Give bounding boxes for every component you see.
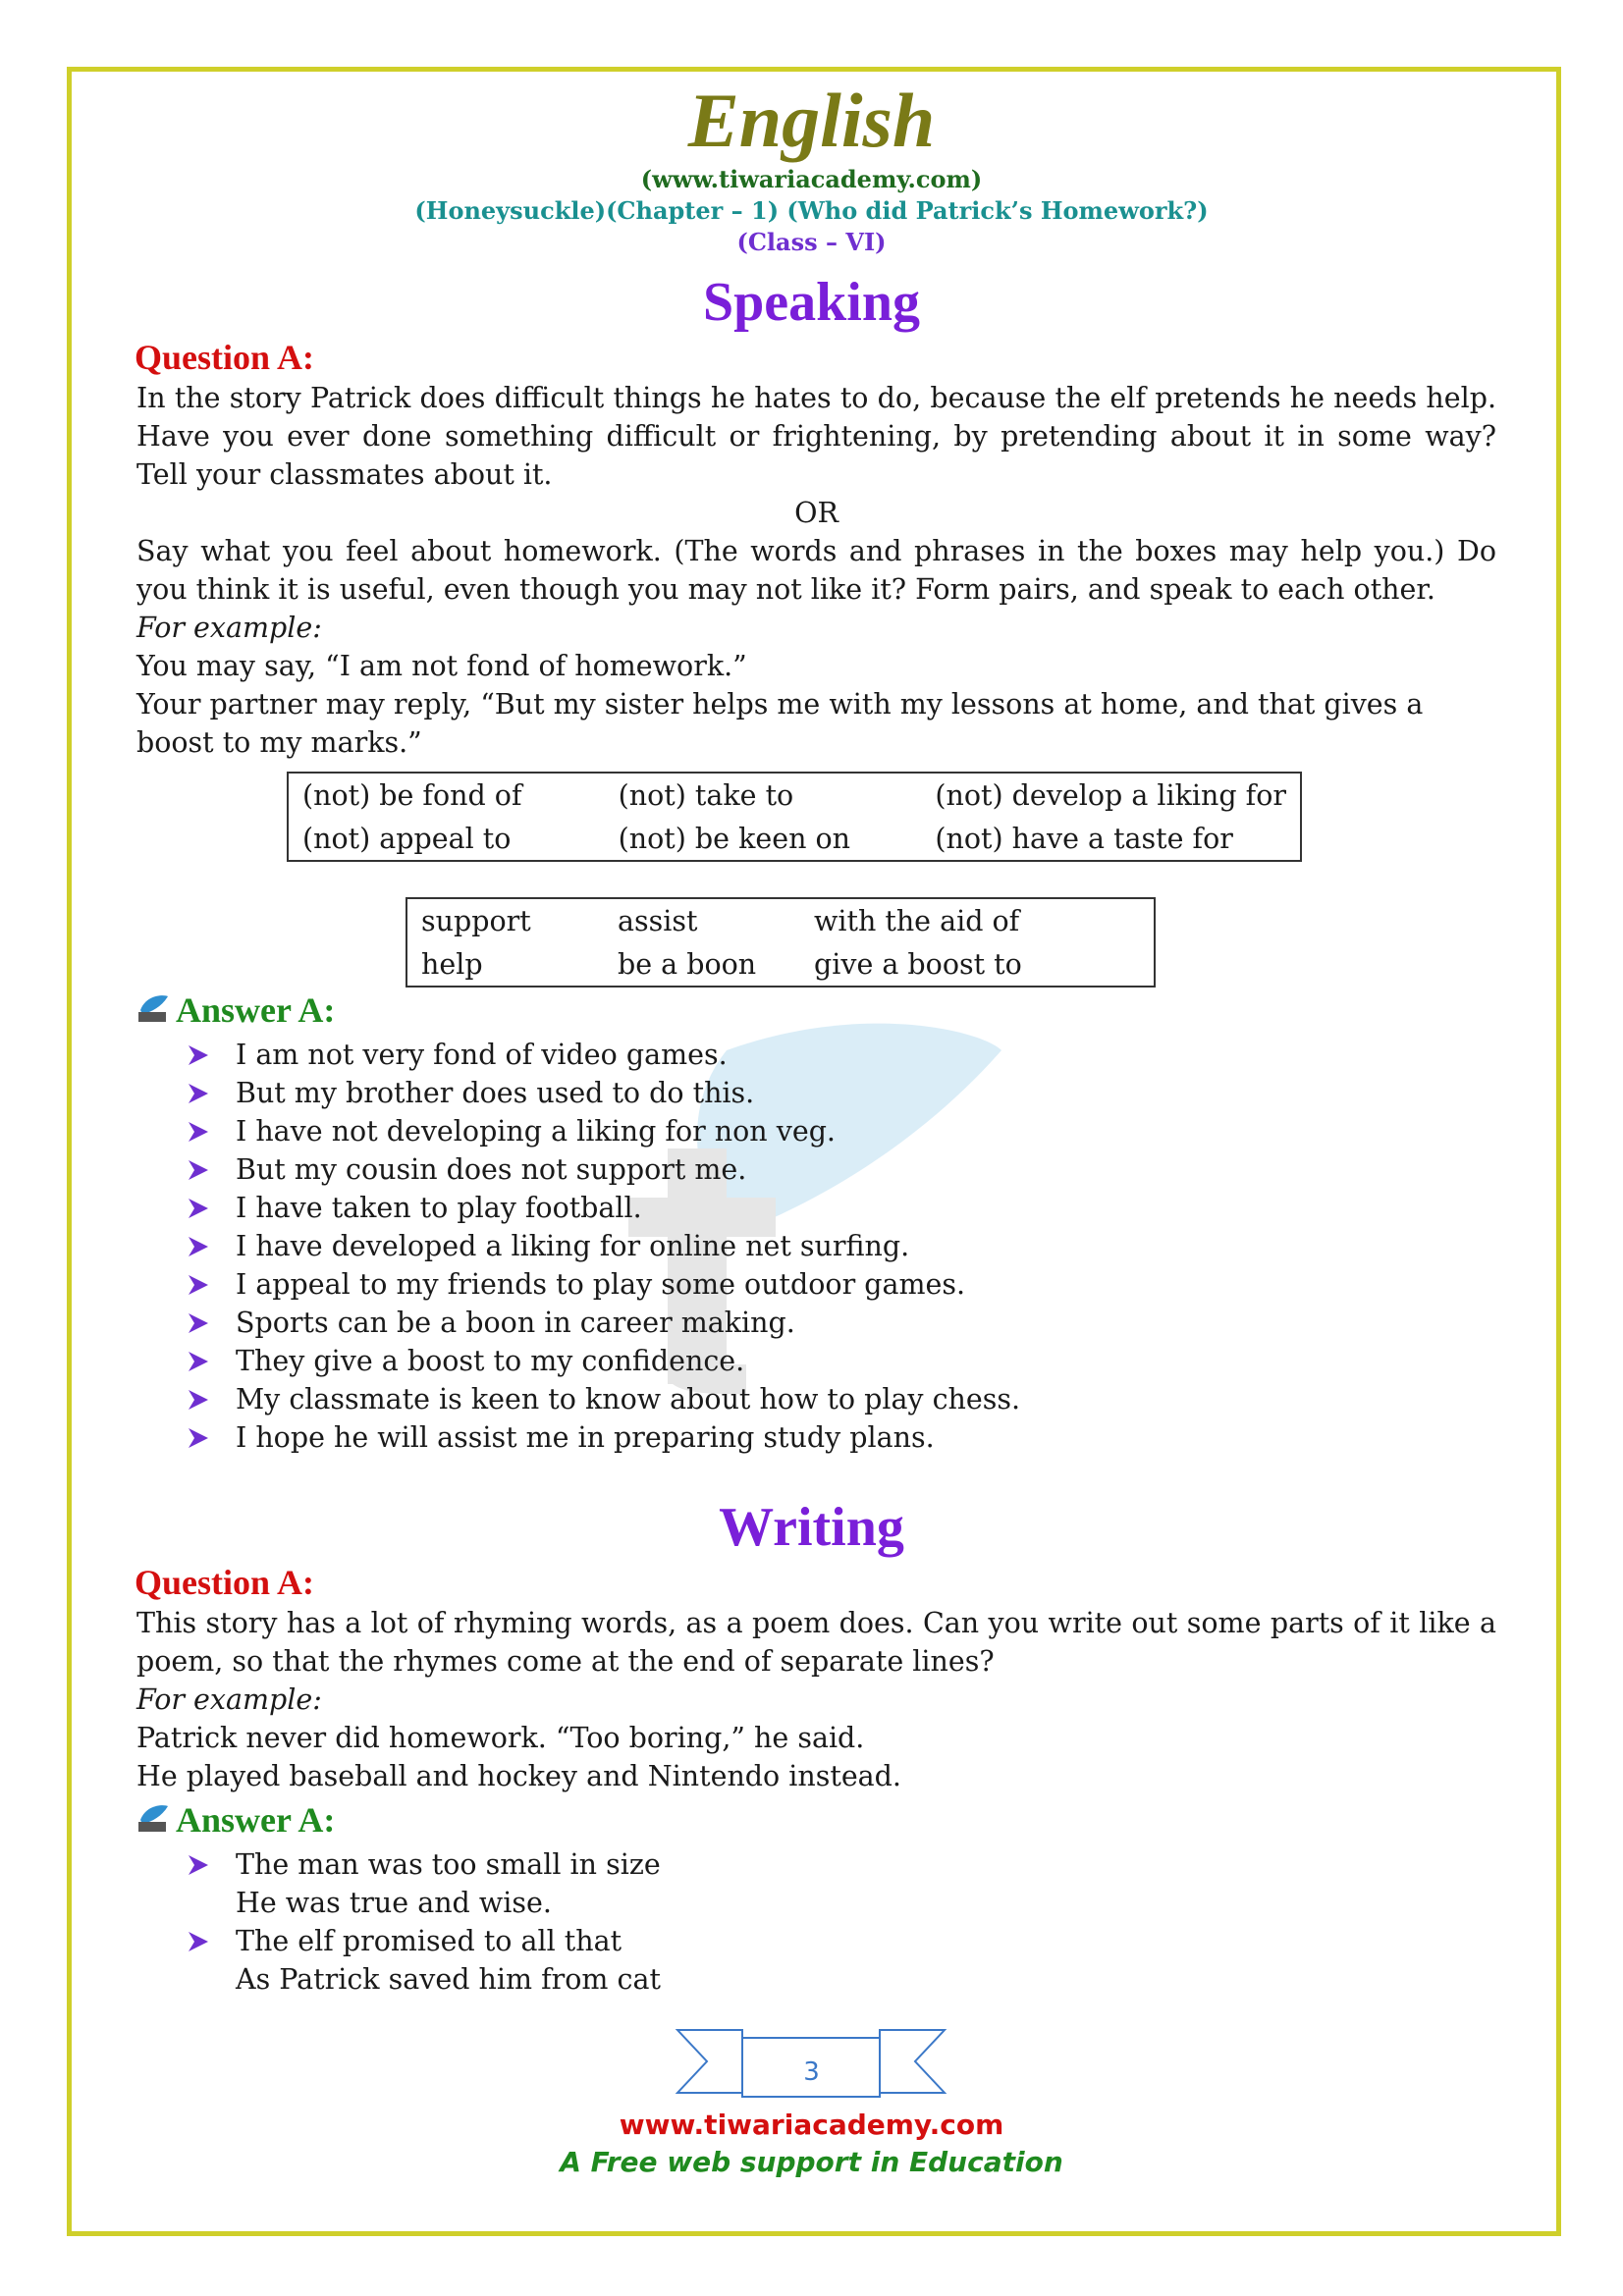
poem-line: He was true and wise. (236, 1887, 552, 1919)
list-item (187, 1265, 1020, 1304)
phrase-cell: help (421, 947, 483, 981)
phrase-cell: assist (618, 904, 698, 937)
list-item (187, 1304, 1020, 1342)
example-text: You may say, “I am not fond of homework.” (136, 650, 747, 682)
list-item (187, 1074, 1020, 1112)
list-item (187, 1845, 661, 1922)
footer-tagline: A Free web support in Education (560, 2146, 1063, 2178)
question-text: This story has a lot of rhyming words, as a poem does. Can you write out some parts of it like a poem, so that the rhymes come at the end of separate lines? (136, 1607, 1496, 1678)
example-text: Patrick never did homework. “Too boring,” he said. (136, 1722, 865, 1754)
list-item-text: Sports can be a boon in career making. (236, 1307, 795, 1339)
phrase-cell: be a boon (618, 947, 757, 981)
answer-list (187, 1845, 661, 1999)
phrase-cell: with the aid of (814, 904, 1020, 937)
list-item-text: I have not developing a liking for non veg. (236, 1115, 836, 1148)
arrow-bullet-icon (187, 1350, 210, 1373)
phrase-box (287, 772, 1302, 862)
phrase-cell: (not) be keen on (618, 822, 851, 855)
list-item-text: I have taken to play football. (236, 1192, 642, 1224)
arrow-bullet-icon (187, 1197, 210, 1220)
example-text: He played baseball and hockey and Nintendo instead. (136, 1760, 901, 1792)
arrow-bullet-icon (187, 1158, 210, 1182)
phrase-cell: (not) be fond of (302, 778, 522, 812)
header-class: (Class – VI) (736, 228, 887, 256)
list-item-text: They give a boost to my confidence. (236, 1345, 745, 1377)
poem-line: The man was too small in size (236, 1848, 661, 1881)
page-title: English (687, 78, 936, 163)
list-item (187, 1418, 1020, 1457)
list-item (187, 1150, 1020, 1189)
arrow-bullet-icon (187, 1235, 210, 1258)
answer-label (135, 988, 335, 1032)
section-heading-writing: Writing (719, 1497, 904, 1558)
phrase-cell: give a boost to (814, 947, 1022, 981)
tiwari-logo-icon (135, 1802, 170, 1836)
answer-label (135, 1798, 335, 1842)
list-item-text: I am not very fond of video games. (236, 1039, 728, 1071)
list-item-text: My classmate is keen to know about how to play chess. (236, 1383, 1021, 1415)
alt-question-text: Say what you feel about homework. (The words and phrases in the boxes may help you.) Do you think it is useful, even though you may not like it? Form pairs, and speak to each other. (136, 535, 1496, 606)
list-item-text: I have developed a liking for online net surfing. (236, 1230, 910, 1262)
list-item-text: I appeal to my friends to play some outdoor games. (236, 1268, 966, 1301)
arrow-bullet-icon (187, 1930, 210, 1953)
list-item (187, 1342, 1020, 1380)
tiwari-logo-icon (135, 992, 170, 1026)
header-site: (www.tiwariacademy.com) (640, 165, 983, 193)
section-heading-speaking: Speaking (703, 272, 920, 333)
for-example-label: For example: (136, 1683, 322, 1716)
arrow-bullet-icon (187, 1120, 210, 1144)
arrow-bullet-icon (187, 1853, 210, 1877)
poem-line: As Patrick saved him from cat (236, 1963, 661, 1996)
question-label: Question A: (135, 338, 315, 377)
list-item (187, 1189, 1020, 1227)
list-item (187, 1380, 1020, 1418)
arrow-bullet-icon (187, 1082, 210, 1105)
arrow-bullet-icon (187, 1273, 210, 1297)
arrow-bullet-icon (187, 1388, 210, 1412)
arrow-bullet-icon (187, 1043, 210, 1067)
arrow-bullet-icon (187, 1311, 210, 1335)
list-item-text: I hope he will assist me in preparing study plans. (236, 1421, 935, 1454)
phrase-cell: (not) take to (618, 778, 794, 812)
phrase-cell: (not) appeal to (302, 822, 512, 855)
for-example-label: For example: (136, 612, 322, 644)
list-item (187, 1227, 1020, 1265)
list-item-text: But my brother does used to do this. (236, 1077, 755, 1109)
answer-label-text: Answer A: (176, 990, 336, 1030)
phrase-cell: (not) develop a liking for (935, 778, 1286, 812)
example-text: Your partner may reply, “But my sister helps me with my lessons at home, and that gives a boost to my marks.” (136, 688, 1424, 759)
phrase-box (406, 897, 1156, 988)
poem-line: The elf promised to all that (236, 1925, 622, 1957)
answer-label-text: Answer A: (176, 1800, 336, 1840)
list-item (187, 1922, 661, 1999)
header-chapter: (Honeysuckle)(Chapter – 1) (Who did Patrick’s Homework?) (414, 196, 1209, 225)
list-item-text: But my cousin does not support me. (236, 1153, 747, 1186)
or-text: OR (794, 497, 839, 529)
list-item (187, 1112, 1020, 1150)
phrase-cell: support (421, 904, 531, 937)
arrow-bullet-icon (187, 1426, 210, 1450)
page-number: 3 (803, 2057, 820, 2087)
phrase-cell: (not) have a taste for (935, 822, 1233, 855)
answer-list (187, 1036, 1020, 1457)
list-item (187, 1036, 1020, 1074)
question-label: Question A: (135, 1563, 315, 1602)
footer-site-link[interactable]: www.tiwariacademy.com (619, 2109, 1004, 2141)
question-text: In the story Patrick does difficult things he hates to do, because the elf pretends he needs help. Have you ever done something difficult or frightening, by pretending about it in some way? Tell your classmates about it. (136, 382, 1496, 491)
